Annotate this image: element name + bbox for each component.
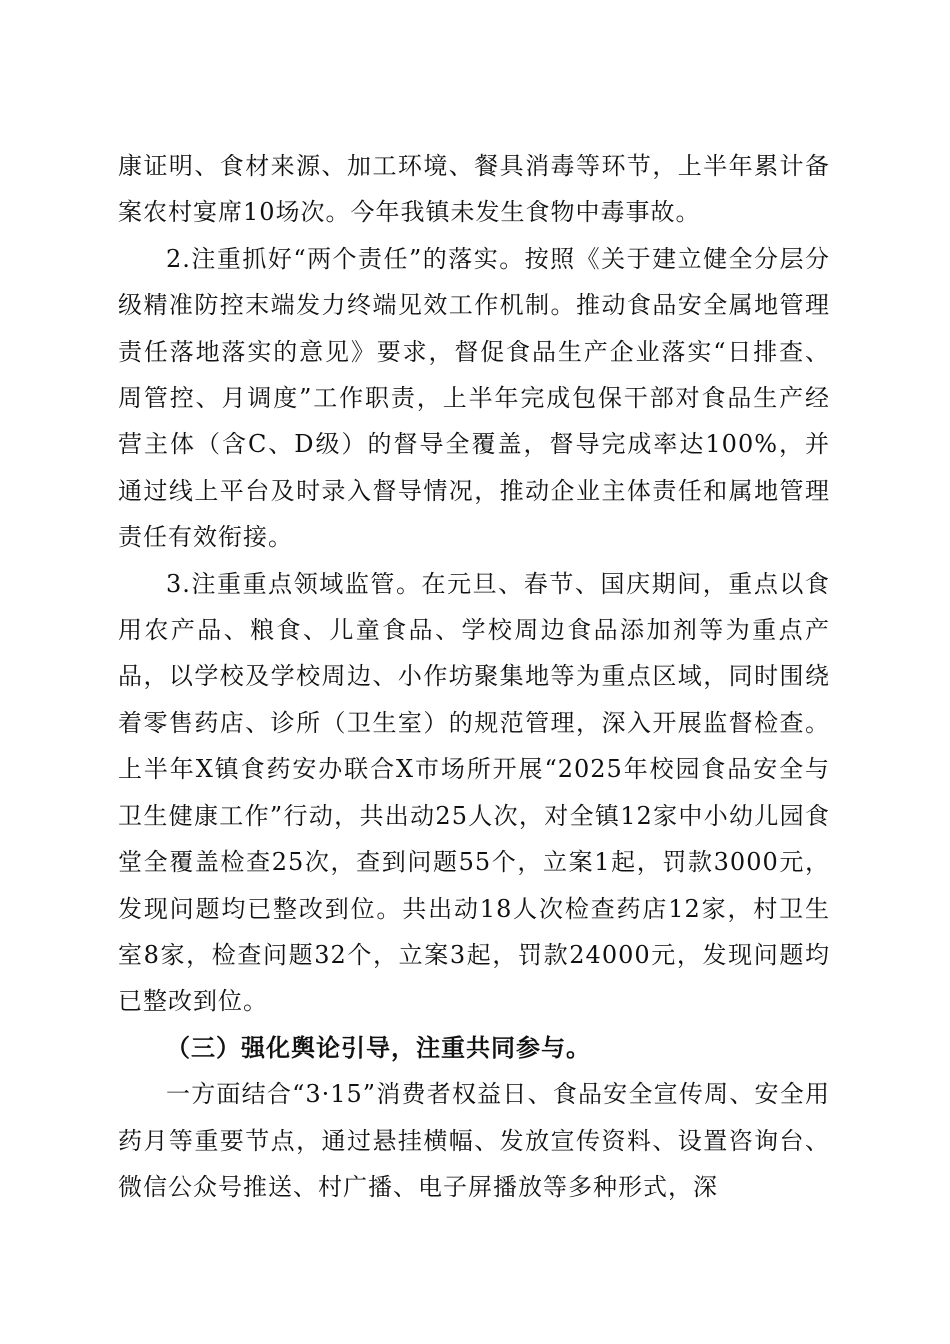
paragraph-food-safety-banquet: 康证明、食材来源、加工环境、餐具消毒等环节，上半年累计备案农村宴席10场次。今年我镇未发生食物中毒事故。 <box>118 152 830 227</box>
paragraph-publicity-campaign: 一方面结合“3·15”消费者权益日、食品安全宣传周、安全用药月等重要节点，通过悬挂横幅、发放宣传资料、设置咨询台、微信公众号推送、村广播、电子屏播放等多种形式，深 <box>118 1080 830 1201</box>
document-body <box>118 143 830 1210</box>
section-heading-public-opinion: （三）强化舆论引导，注重共同参与。 <box>166 1032 591 1062</box>
paragraph-key-area-supervision: 3.注重重点领域监管。在元旦、春节、国庆期间，重点以食用农产品、粮食、儿童食品、学校周边食品添加剂等为重点产品，以学校及学校周边、小作坊聚集地等为重点区域，同时围绕着零售药店、诊所（卫生室）的规范管理，深入开展监督检查。上半年X镇食药安办联合X市场所开展“2025年校园食品安全与卫生健康工作”行动，共出动25人次，对全镇12家中小幼儿园食堂全覆盖检查25次，查到问题55个，立案1起，罚款3000元，发现问题均已整改到位。共出动18人次检查药店12家，村卫生室8家，检查问题32个，立案3起，罚款24000元，发现问题均已整改到位。 <box>118 569 830 1016</box>
paragraph-two-responsibilities: 2.注重抓好“两个责任”的落实。按照《关于建立健全分层分级精准防控末端发力终端见效工作机制。推动食品安全属地管理责任落地落实的意见》要求，督促食品生产企业落实“日排查、周管控、月调度”工作职责，上半年完成包保干部对食品生产经营主体（含C、D级）的督导全覆盖，督导完成率达100%，并通过线上平台及时录入督导情况，推动企业主体责任和属地管理责任有效衔接。 <box>118 244 830 552</box>
